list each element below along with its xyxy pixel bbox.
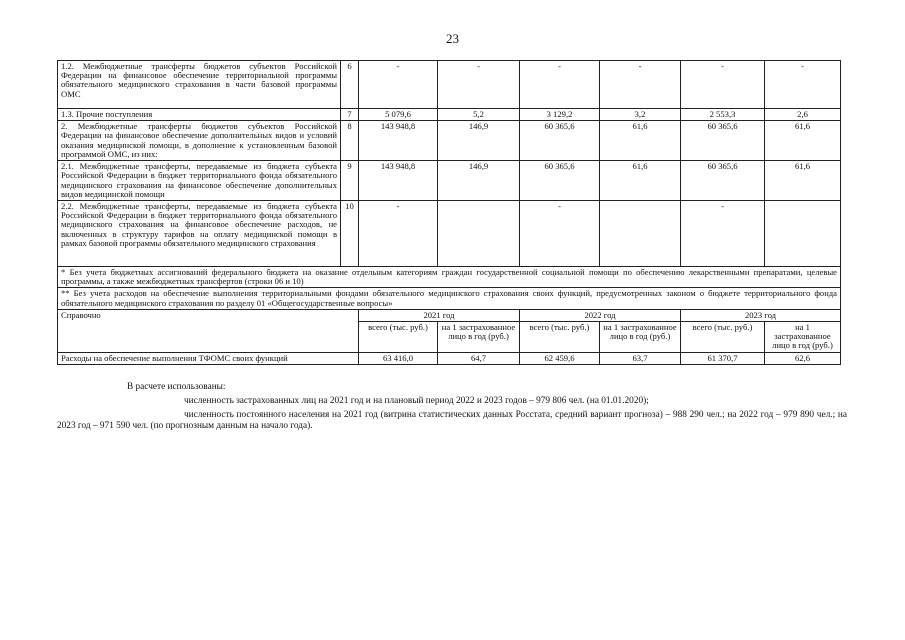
row-value: 61,6	[600, 121, 681, 161]
row-value: -	[681, 201, 765, 267]
table-row	[58, 201, 841, 267]
footer-intro: В расчете использованы:	[127, 382, 226, 392]
row-value: -	[359, 201, 438, 267]
table-row	[58, 121, 841, 161]
row-value	[438, 201, 520, 267]
row-value: 143 948,8	[359, 121, 438, 161]
row-value: 2,6	[765, 109, 841, 121]
reference-values-row	[58, 352, 841, 364]
row-value: 60 365,6	[520, 161, 600, 201]
table-row	[58, 109, 841, 121]
reference-years-row	[58, 309, 841, 321]
row-value: 146,9	[438, 161, 520, 201]
row-name: 1.2. Межбюджетные трансферты бюджетов субъектов Российской Федерации на финансовое обеспечение территориальной программы обязательного медицинского страхования в части базовой программы ОМС	[58, 61, 341, 109]
row-value: -	[438, 61, 520, 109]
budget-table	[57, 60, 841, 365]
row-value: 5,2	[438, 109, 520, 121]
col-total-header: всего (тыс. руб.)	[681, 322, 765, 353]
table-row	[58, 161, 841, 201]
reference-value: 64,7	[438, 352, 520, 364]
reference-year: 2021 год	[359, 309, 520, 321]
row-value: -	[520, 61, 600, 109]
row-value: 60 365,6	[681, 161, 765, 201]
row-value: 5 079,6	[359, 109, 438, 121]
page-number: 23	[446, 31, 459, 46]
row-value: -	[765, 61, 841, 109]
row-value: 60 365,6	[520, 121, 600, 161]
row-value: 3 129,2	[520, 109, 600, 121]
row-value: 61,6	[765, 121, 841, 161]
footer-line-2: численность постоянного населения на 2021 год (витрина статистических данных Росстата, средний вариант прогноза) – 988 290 чел.; на 2022 год – 979 890 чел.; на 2023 год – 971 590 чел. (по прогнозным данным на начало года).	[57, 410, 847, 431]
col-per-person-header: на 1 застрахованное лицо в год (руб.)	[765, 322, 841, 353]
col-per-person-header: на 1 застрахованное лицо в год (руб.)	[438, 322, 520, 353]
row-value: 61,6	[600, 161, 681, 201]
reference-year: 2023 год	[681, 309, 841, 321]
note-row	[58, 267, 841, 288]
row-value: -	[600, 61, 681, 109]
row-value: -	[520, 201, 600, 267]
col-per-person-header: на 1 застрахованное лицо в год (руб.)	[600, 322, 681, 353]
reference-year: 2022 год	[520, 309, 681, 321]
reference-value: 63,7	[600, 352, 681, 364]
row-value: 146,9	[438, 121, 520, 161]
row-name: 2.1. Межбюджетные трансферты, передаваемые из бюджета субъекта Российской Федерации в бюджет территориального фонда обязательного медицинского страхования на финансовое обеспечение дополнительных видов медицинской помощи	[58, 161, 341, 201]
row-name: 2. Межбюджетные трансферты бюджетов субъектов Российской Федерации на финансовое обеспечение дополнительных видов и условий оказания медицинской помощи, в дополнение к установленным базовой программой ОМС, из них:	[58, 121, 341, 161]
reference-value: 61 370,7	[681, 352, 765, 364]
row-number: 9	[341, 161, 359, 201]
row-value: 143 948,8	[359, 161, 438, 201]
row-value: 60 365,6	[681, 121, 765, 161]
reference-value: 62,6	[765, 352, 841, 364]
row-value: 61,6	[765, 161, 841, 201]
row-name: 1.3. Прочие поступления	[58, 109, 341, 121]
col-total-header: всего (тыс. руб.)	[520, 322, 600, 353]
reference-label: Справочно	[58, 309, 359, 352]
row-number: 8	[341, 121, 359, 161]
row-name: 2.2. Межбюджетные трансферты, передаваемые из бюджета субъекта Российской Федерации в бюджет территориального фонда обязательного медицинского страхования на финансовое обеспечение расходов, не включенных в структуру тарифов на оплату медицинской помощи в рамках базовой программы обязательного медицинского страхования	[58, 201, 341, 267]
footnote: ** Без учета расходов на обеспечение выполнения территориальными фондами обязательного медицинского страхования своих функций, предусмотренных законом о бюджете территориального фонда обязательного медицинского страхования по разделу 01 «Общегосударственные вопросы»	[58, 288, 841, 309]
row-number: 7	[341, 109, 359, 121]
note-row	[58, 288, 841, 309]
row-number: 10	[341, 201, 359, 267]
row-value	[765, 201, 841, 267]
reference-value: 63 416,0	[359, 352, 438, 364]
row-value: -	[359, 61, 438, 109]
reference-row-label: Расходы на обеспечение выполнения ТФОМС своих функций	[58, 352, 359, 364]
row-value: -	[681, 61, 765, 109]
reference-value: 62 459,6	[520, 352, 600, 364]
footer-line-1: численность застрахованных лиц на 2021 год и на плановый период 2022 и 2023 годов – 979 806 чел. (на 01.01.2020);	[184, 396, 649, 406]
row-value: 3,2	[600, 109, 681, 121]
row-number: 6	[341, 61, 359, 109]
col-total-header: всего (тыс. руб.)	[359, 322, 438, 353]
row-value: 2 553,3	[681, 109, 765, 121]
row-value	[600, 201, 681, 267]
table-row	[58, 61, 841, 109]
footnote: * Без учета бюджетных ассигнований федерального бюджета на оказание отдельным категориям граждан государственной социальной помощи по обеспечению лекарственными препаратами, целевые программы, а также межбюджетных трансфертов (строки 06 и 10)	[58, 267, 841, 288]
